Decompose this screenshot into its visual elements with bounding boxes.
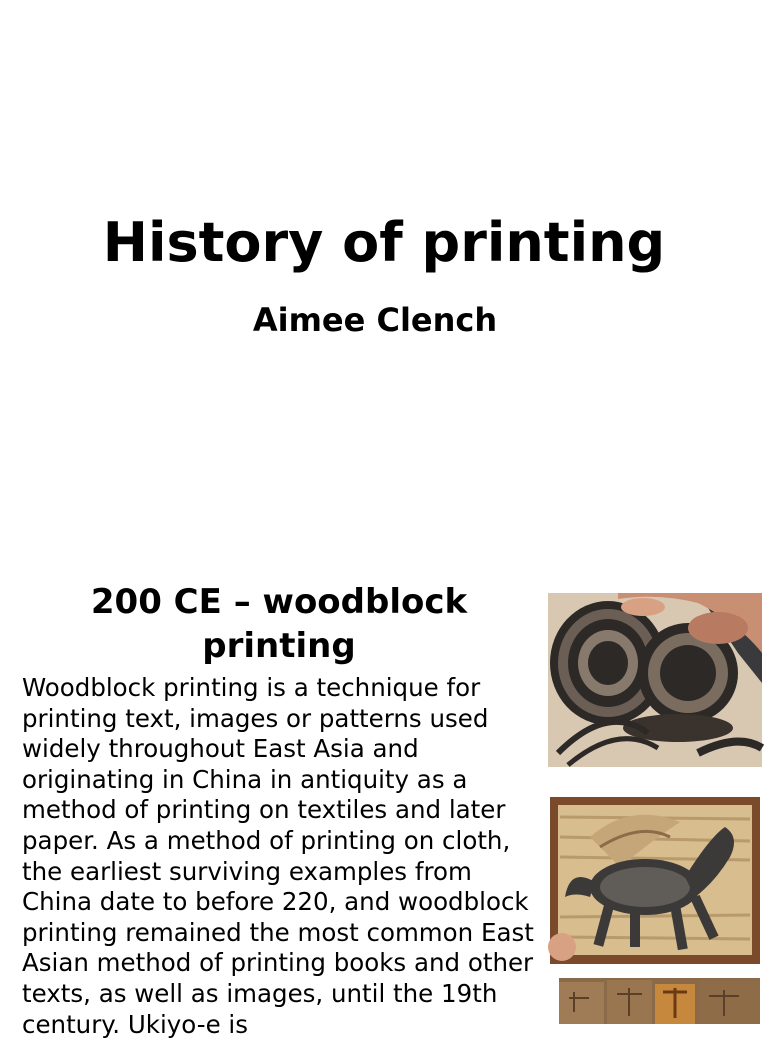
- section-heading: 200 CE – woodblock printing: [90, 582, 468, 666]
- section-body-text: Woodblock printing is a technique for printing text, images or patterns used widely throughout East Asia and originating in China in antiquity as a method of printing on textiles and later paper. As a method of printing on cloth, the earliest surviving examples from China date to before 220, and woodblock printing remained the most common East Asian method of printing books and other texts, as well as images, until the 19th century. Ukiyo-e is: [22, 673, 534, 1039]
- woodblock-winged-horse-carving-photo: [550, 797, 760, 964]
- slide-subtitle: Aimee Clench: [252, 301, 498, 339]
- wooden-type-blocks-photo: [559, 978, 760, 1024]
- slide-title: History of printing: [102, 211, 666, 274]
- woodblock-butterfly-carving-photo: [548, 593, 762, 767]
